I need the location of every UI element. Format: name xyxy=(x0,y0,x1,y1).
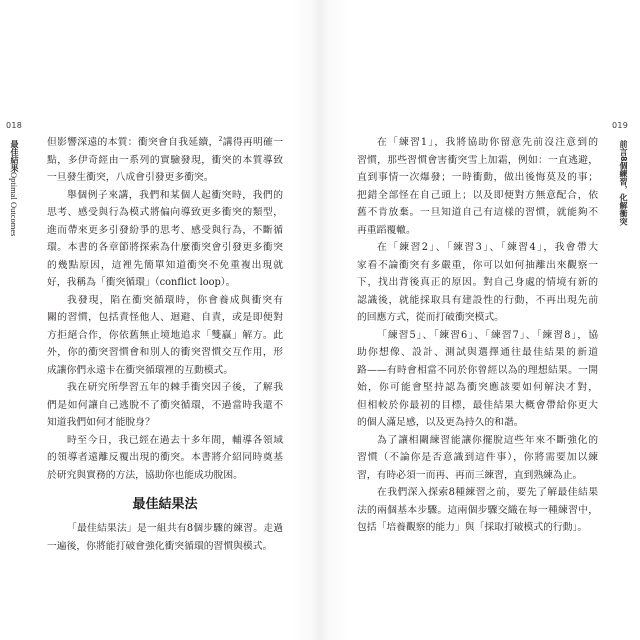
running-head-left xyxy=(9,140,19,236)
text-line: 外，你的衝突習慣會和別人的衝突習慣交互作用，形 xyxy=(47,347,283,358)
section-heading: 最佳結果法 xyxy=(132,497,198,512)
text-line: 我發現，陷在衝突循環時，你會養成與衝突有 xyxy=(67,294,283,306)
text-line: 直到事情一次爆發；一時衝動，做出後悔莫及的事； xyxy=(357,172,598,183)
text-line: 環。本書的各章節將探索為什麼衝突會引發更多衝突 xyxy=(47,242,283,253)
paragraph xyxy=(47,187,283,292)
paragraph xyxy=(357,484,598,537)
book-gutter-shadow xyxy=(292,0,348,640)
text-line: 舊不肯放棄。一旦知道自己有這樣的習慣，就能夠不 xyxy=(357,207,598,218)
text-line: 舉個例子來講，我們和某個人起衝突時，我們的 xyxy=(67,189,283,201)
text-segment: 但影響深遠的本質：衝突會自我延續， xyxy=(47,137,219,148)
text-line: 時至今日，我已經在過去十多年間，輔導各領域 xyxy=(67,434,283,446)
running-head-right xyxy=(619,140,628,226)
paragraph xyxy=(47,379,283,432)
text-line: 於研究與實務的方法，協助你也能成功脫困。 xyxy=(47,469,243,481)
text-line: 成讓你們永遠卡在衝突循環裡的互動模式。 xyxy=(47,364,234,376)
text-line: 在「練習1」，我將協助你留意先前沒注意到的 xyxy=(377,137,598,148)
text-line: 在「練習2」、「練習3」、「練習4」，我會帶大 xyxy=(377,242,598,253)
text-line: 關的習慣，包括責怪他人、迴避、自責，或是即便對 xyxy=(47,312,283,323)
text-line: 好，我稱為「衝突循環」（conflict loop）。 xyxy=(47,277,236,288)
text-line: 法的兩個基本步驟。這兩個步驟交織在每一種練習中， xyxy=(357,504,598,516)
paragraph xyxy=(357,327,598,432)
text-line: 為了讓相關練習能讓你擺脫這些年來不斷強化的 xyxy=(377,434,598,446)
running-head-title: 8個練習，化解衝突 xyxy=(619,156,628,226)
text-line: 認識後，就能採取具有建設性的行動，不再出現先前 xyxy=(357,294,598,306)
text-line: 點，多伊奇經由一系列的實驗發現，衝突的本質導致 xyxy=(47,154,283,166)
paragraph xyxy=(47,134,283,187)
paragraph xyxy=(47,432,283,485)
text-line: 下，找出背後真正的原因。對自己身處的情境有新的 xyxy=(357,277,598,288)
text-line: 思考、感受與行為模式將偏向導致更多衝突的類型， xyxy=(47,207,283,218)
text-line: 們是如何讓自己逃脫不了衝突循環，不過當時我還不 xyxy=(47,399,283,411)
text-line: 把錯全部怪在自己頭上；以及即便對方無意配合，依 xyxy=(357,189,598,201)
running-head-title: 最佳結果 xyxy=(10,140,19,172)
text-line: 進而帶來更多引發紛爭的思考、感受與行為，不斷循 xyxy=(47,224,283,236)
left-page-body xyxy=(47,134,283,555)
paragraph xyxy=(357,134,598,239)
text-line: 「最佳結果法」是一組共有8個步驟的練習。走過 xyxy=(67,523,283,534)
text-line xyxy=(47,134,283,152)
text-line: 的幾點原因，這裡先簡單知道衝突不免重複出現就 xyxy=(47,259,283,271)
footnote-marker: 2 xyxy=(218,136,223,143)
text-line: 的個人滿足感，以及更為持久的和諧。 xyxy=(357,417,524,428)
paragraph xyxy=(47,520,283,555)
text-line: 路——有時會相當不同於你曾經以為的理想結果。一開 xyxy=(357,364,598,376)
page-number-left: 018 xyxy=(6,121,23,130)
running-head-subtitle: Optimal Outcomes xyxy=(9,172,19,237)
text-line: 的回應方式，從而打破衝突模式。 xyxy=(357,312,504,323)
running-head-section: 前言 xyxy=(619,140,628,156)
text-line: 在我們深入探索8種練習之前，要先了解最佳結果 xyxy=(377,487,598,498)
text-line: 始，你可能會堅持認為衝突應該要如何解決才對， xyxy=(357,382,598,393)
paragraph xyxy=(357,432,598,485)
text-line: 「練習5」、「練習6」、「練習7」、「練習8」，協 xyxy=(377,329,598,341)
text-line: 知道我們如何才能脫身？ xyxy=(47,417,155,428)
text-segment: 講得再明確一 xyxy=(222,137,284,148)
text-line: 習，有時必須一而再、再而三練習，直到熟練為止。 xyxy=(357,469,583,481)
text-line: 習慣（不論你是否意識到這件事），你將需要加以練 xyxy=(357,452,598,463)
text-line: 包括「培養觀察的能力」與「採取打破模式的行動」。 xyxy=(357,522,588,533)
paragraph xyxy=(357,239,598,327)
paragraph xyxy=(47,292,283,380)
text-line: 一遍後，你將能打破會強化衝突循環的習慣與模式。 xyxy=(47,540,273,552)
text-line: 但相較於你最初的目標，最佳結果大概會帶給你更大 xyxy=(357,399,598,411)
page-number-right: 019 xyxy=(612,121,629,130)
text-line: 一旦發生衝突，八成會引發更多衝突。 xyxy=(47,172,214,183)
text-line: 習慣，那些習慣會害衝突雪上加霜，例如：一直逃避， xyxy=(357,154,598,166)
text-line: 助你想像、設計、測試與選擇通往最佳結果的新道 xyxy=(357,347,598,358)
text-line: 的領導者遠離反覆出現的衝突。本書將介紹同時奠基 xyxy=(47,452,283,463)
text-line: 我在研究所學習五年的棘手衝突因子後，了解我 xyxy=(67,382,283,393)
text-line: 家看不論衝突有多嚴重，你可以如何抽離出來觀察一 xyxy=(357,259,598,271)
text-line: 再重蹈覆轍。 xyxy=(357,224,416,236)
right-page-body xyxy=(357,134,598,537)
text-line: 方拒絕合作，你依舊無止境地追求「雙贏」解方。此 xyxy=(47,329,283,341)
